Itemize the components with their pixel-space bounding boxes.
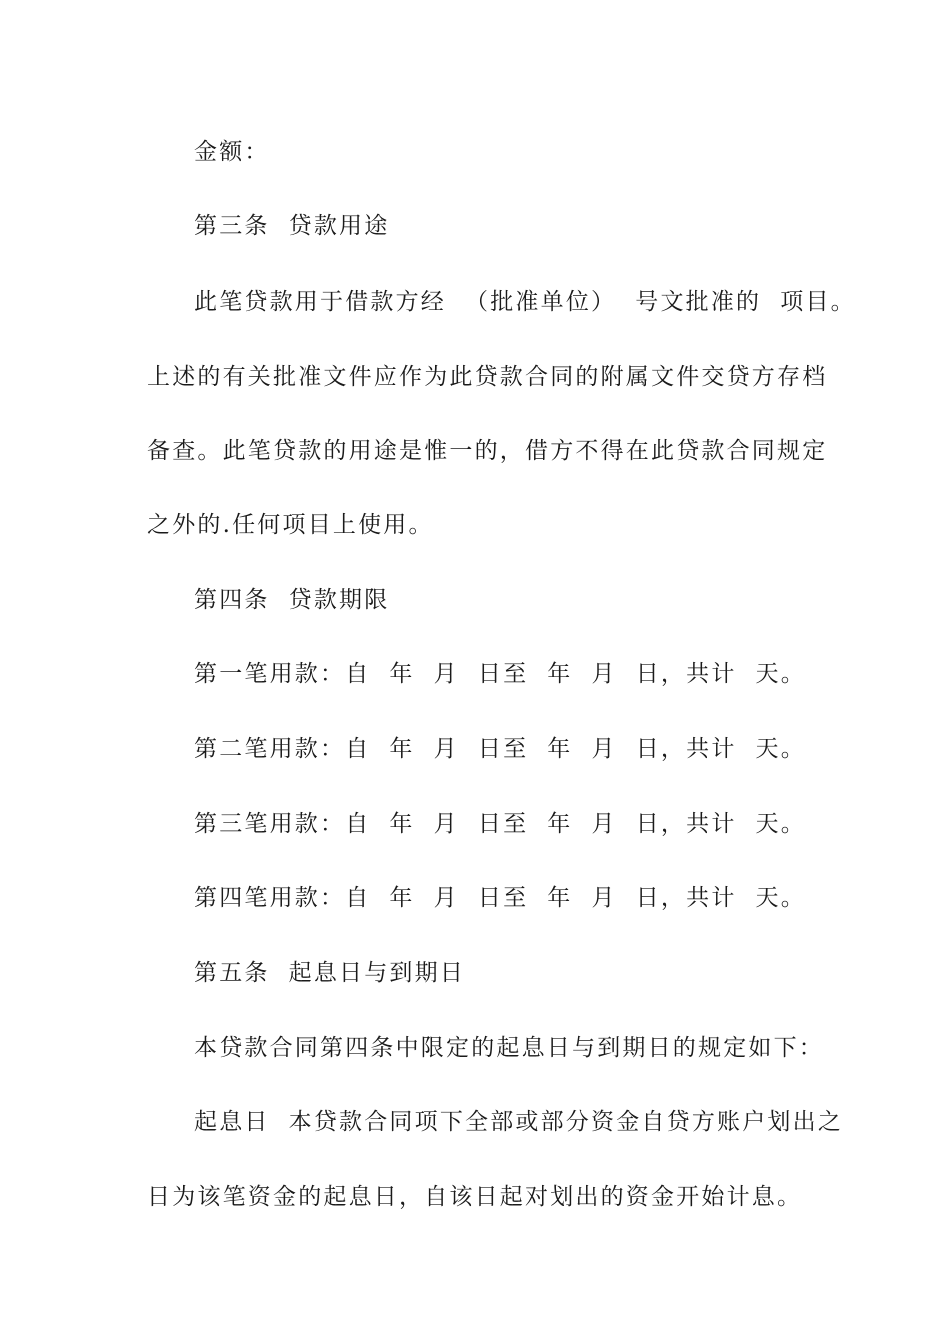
drawdown-line-3: 第三笔用款：自 年 月 日至 年 月 日，共计 天。 xyxy=(194,811,806,837)
drawdown-line-2: 第二笔用款：自 年 月 日至 年 月 日，共计 天。 xyxy=(194,736,806,762)
paragraph-line: 起息日 本贷款合同项下全部或部分资金自贷方账户划出之 xyxy=(194,1109,844,1135)
paragraph-line: 上述的有关批准文件应作为此贷款合同的附属文件交贷方存档 xyxy=(147,364,828,390)
drawdown-line-4: 第四笔用款：自 年 月 日至 年 月 日，共计 天。 xyxy=(194,885,806,911)
text-line-amount: 金额： xyxy=(194,139,270,165)
section-heading-article-3: 第三条 贷款用途 xyxy=(194,213,390,239)
paragraph-line: 备查。此笔贷款的用途是惟一的，借方不得在此贷款合同规定 xyxy=(147,438,828,464)
drawdown-line-1: 第一笔用款：自 年 月 日至 年 月 日，共计 天。 xyxy=(194,661,806,687)
paragraph-line: 本贷款合同第四条中限定的起息日与到期日的规定如下： xyxy=(194,1035,824,1061)
paragraph-line: 之外的.任何项目上使用。 xyxy=(147,512,434,538)
paragraph-line: 日为该笔资金的起息日，自该日起对划出的资金开始计息。 xyxy=(147,1184,803,1210)
paragraph-line: 此笔贷款用于借款方经 （批准单位） 号文批准的 项目。 xyxy=(194,289,856,315)
section-heading-article-4: 第四条 贷款期限 xyxy=(194,587,390,613)
section-heading-article-5: 第五条 起息日与到期日 xyxy=(194,960,466,986)
